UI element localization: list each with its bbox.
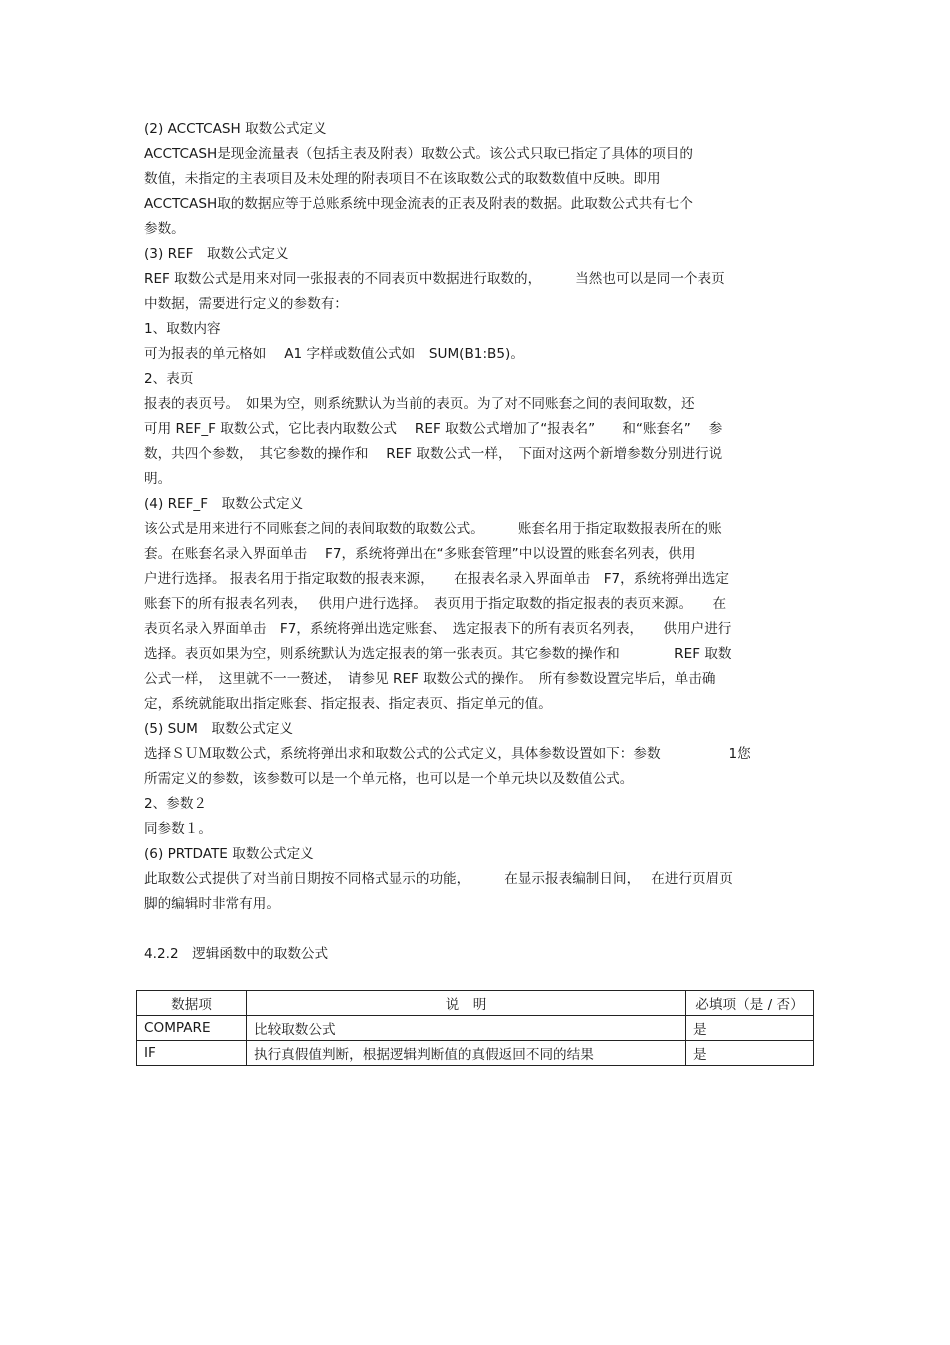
- text-line: 4.2.2 逻辑函数中的取数公式: [144, 946, 329, 962]
- text-line: 同参数１。: [144, 821, 212, 837]
- cell-required: 是: [686, 1016, 814, 1041]
- text-line: (2) ACCTCASH 取数公式定义: [144, 121, 327, 137]
- cell-required: 是: [686, 1041, 814, 1066]
- table-row: [137, 1016, 814, 1041]
- header-data-item: 数据项: [137, 991, 247, 1016]
- text-line: 所需定义的参数，该参数可以是一个单元格，也可以是一个单元块以及数值公式。: [144, 771, 634, 787]
- header-required: 必填项（是 / 否）: [686, 991, 814, 1016]
- cell-description: 比较取数公式: [247, 1016, 686, 1041]
- text-line: 可用 REF_F 取数公式，它比表内取数公式 REF 取数公式增加了“报表名” 和“账套名” 参: [144, 421, 723, 437]
- cell-description: 执行真假值判断，根据逻辑判断值的真假返回不同的结果: [247, 1041, 686, 1066]
- table-row: [137, 1041, 814, 1066]
- text-line: 此取数公式提供了对当前日期按不同格式显示的功能， 在显示报表编制日间， 在进行页眉页: [144, 871, 733, 887]
- text-line: (6) PRTDATE 取数公式定义: [144, 846, 314, 862]
- logic-function-table: [136, 990, 814, 1066]
- text-line: 套。在账套名录入界面单击 F7，系统将弹出在“多账套管理”中以设置的账套名列表，供用: [144, 546, 696, 562]
- text-line: 可为报表的单元格如 A1 字样或数值公式如 SUM(B1:B5)。: [144, 346, 524, 362]
- header-description: 说 明: [247, 991, 686, 1016]
- text-line: REF 取数公式是用来对同一张报表的不同表页中数据进行取数的， 当然也可以是同一个表页: [144, 271, 725, 287]
- text-line: ACCTCASH是现金流量表（包括主表及附表）取数公式。该公式只取已指定了具体的项目的: [144, 146, 693, 162]
- cell-data-item: COMPARE: [137, 1016, 247, 1041]
- text-line: (5) SUM 取数公式定义: [144, 721, 294, 737]
- text-line: 表页名录入界面单击 F7，系统将弹出选定账套、 选定报表下的所有表页名列表， 供用户进行: [144, 621, 732, 637]
- text-line: 中数据，需要进行定义的参数有：: [144, 296, 348, 312]
- text-line: 报表的表页号。 如果为空，则系统默认为当前的表页。为了对不同账套之间的表间取数，还: [144, 396, 695, 412]
- text-line: 参数。: [144, 221, 185, 237]
- text-line: 1、取数内容: [144, 321, 221, 337]
- text-line: (4) REF_F 取数公式定义: [144, 496, 304, 512]
- text-line: 数，共四个参数， 其它参数的操作和 REF 取数公式一样， 下面对这两个新增参数分别进行说: [144, 446, 723, 462]
- text-line: 2、参数２: [144, 796, 208, 812]
- text-line: ACCTCASH取的数据应等于总账系统中现金流表的正表及附表的数据。此取数公式共有七个: [144, 196, 693, 212]
- text-line: 2、表页: [144, 371, 194, 387]
- text-line: 户进行选择。 报表名用于指定取数的报表来源， 在报表名录入界面单击 F7，系统将弹出选定: [144, 571, 729, 587]
- text-line: 数值，未指定的主表项目及未处理的附表项目不在该取数公式的取数数值中反映。即用: [144, 171, 661, 187]
- text-line: (3) REF 取数公式定义: [144, 246, 289, 262]
- text-line: 定，系统就能取出指定账套、指定报表、指定表页、指定单元的值。: [144, 696, 552, 712]
- text-line: 脚的编辑时非常有用。: [144, 896, 280, 912]
- text-line: 公式一样， 这里就不一一赘述， 请参见 REF 取数公式的操作。 所有参数设置完毕后，单击确: [144, 671, 716, 687]
- cell-data-item: IF: [137, 1041, 247, 1066]
- text-line: 账套下的所有报表名列表， 供用户进行选择。 表页用于指定取数的指定报表的表页来源。 在: [144, 596, 727, 612]
- text-line: 明。: [144, 471, 172, 487]
- table-header-row: [137, 991, 814, 1016]
- text-line: 该公式是用来进行不同账套之间的表间取数的取数公式。 账套名用于指定取数报表所在的账: [144, 521, 722, 537]
- text-line: 选择ＳＵＭ取数公式，系统将弹出求和取数公式的公式定义，具体参数设置如下：参数 1您: [144, 746, 751, 762]
- text-line: 选择。表页如果为空，则系统默认为选定报表的第一张表页。其它参数的操作和 REF 取数: [144, 646, 732, 662]
